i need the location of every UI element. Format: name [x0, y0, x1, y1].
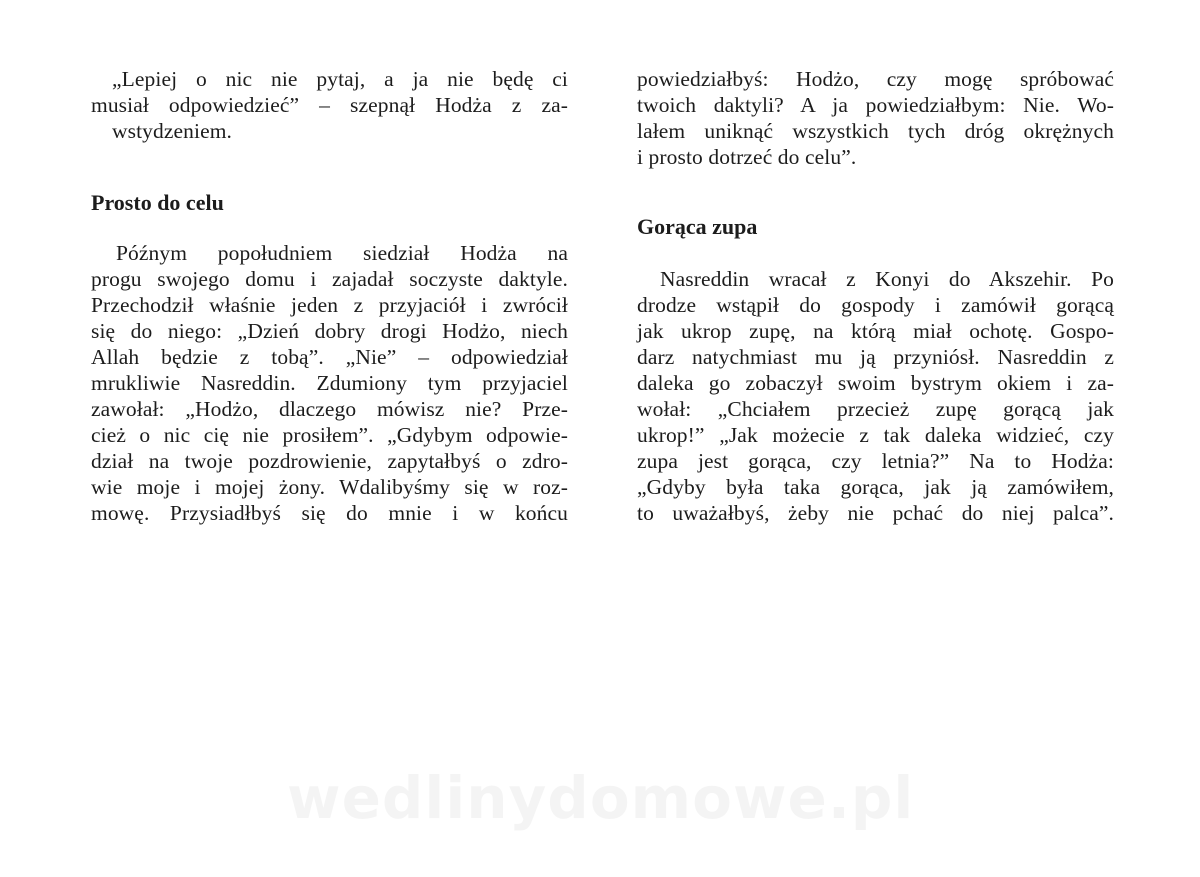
text-line: zawołał: „Hodżo, dlaczego mówisz nie? Prze- — [91, 397, 568, 421]
text-line: zupa jest gorąca, czy letnia?” Na to Hodża: — [637, 449, 1114, 473]
text-line: Nasreddin wracał z Konyi do Akszehir. Po — [660, 267, 1114, 291]
text-line: drodze wstąpił do gospody i zamówił gorącą — [637, 293, 1114, 317]
text-line: dział na twoje pozdrowienie, zapytałbyś o zdro- — [91, 449, 568, 473]
text-line: daleka go zobaczył swoim bystrym okiem i za- — [637, 371, 1114, 395]
text-line: cież o nic cię nie prosiłem”. „Gdybym odpowie- — [91, 423, 568, 447]
text-line: to uważałbyś, żeby nie pchać do niej palca”. — [637, 501, 1114, 525]
text-line: mrukliwie Nasreddin. Zdumiony tym przyjaciel — [91, 371, 568, 395]
text-line: twoich daktyli? A ja powiedziałbym: Nie. Wo- — [637, 93, 1114, 117]
text-line: „Lepiej o nic nie pytaj, a ja nie będę ci — [112, 67, 568, 91]
text-line: wstydzeniem. — [112, 119, 233, 143]
watermark — [287, 763, 927, 833]
text-line: Allah będzie z tobą”. „Nie” – odpowiedział — [91, 345, 568, 369]
text-line: się do niego: „Dzień dobry drogi Hodżo, niech — [91, 319, 568, 343]
text-line: Przechodził właśnie jeden z przyjaciół i zwrócił — [91, 293, 568, 317]
text-line: powiedziałbyś: Hodżo, czy mogę spróbować — [637, 67, 1114, 91]
text-line: mowę. Przysiadłbyś się do mnie i w końcu — [91, 501, 568, 525]
text-line: jak ukrop zupę, na którą miał ochotę. Gospo- — [637, 319, 1114, 343]
text-line: lałem uniknąć wszystkich tych dróg okrężnych — [637, 119, 1114, 143]
text-line: musiał odpowiedzieć” – szepnął Hodża z za- — [91, 93, 568, 117]
text-line: i prosto dotrzeć do celu”. — [637, 145, 857, 169]
text-line: ukrop!” „Jak możecie z tak daleka widzieć, czy — [637, 423, 1114, 447]
section-heading: Prosto do celu — [91, 190, 224, 215]
text-line: wołał: „Chciałem przecież zupę gorącą jak — [637, 397, 1114, 421]
text-line: darz natychmiast mu ją przyniósł. Nasreddin z — [637, 345, 1114, 369]
text-line: Późnym popołudniem siedział Hodża na — [116, 241, 568, 265]
section-heading: Gorąca zupa — [637, 214, 758, 239]
text-line: wie moje i mojej żony. Wdalibyśmy się w roz- — [91, 475, 568, 499]
text-line: progu swojego domu i zajadał soczyste daktyle. — [91, 267, 568, 291]
text-line: „Gdyby była taka gorąca, jak ją zamówiłem, — [637, 475, 1114, 499]
